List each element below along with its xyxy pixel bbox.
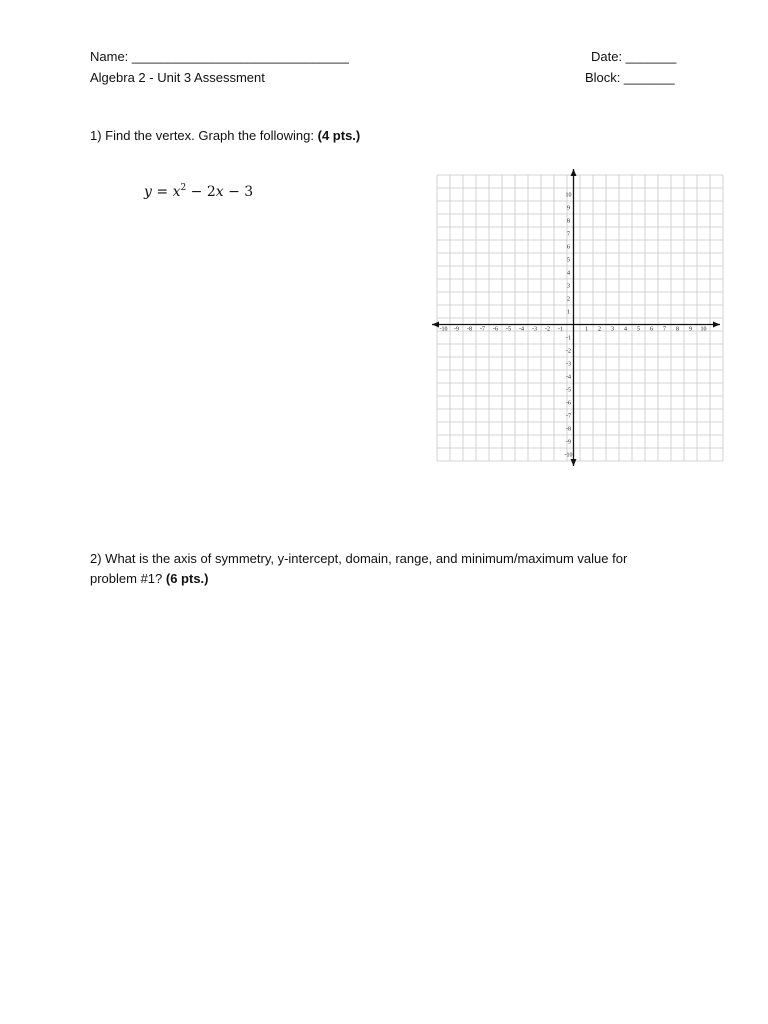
- x-tick-label: 9: [689, 326, 692, 333]
- x-axis-left-arrow: [432, 322, 439, 328]
- y-tick-label: -10: [564, 452, 573, 459]
- coordinate-grid[interactable]: [430, 168, 726, 472]
- question-1-points: (4 pts.): [317, 128, 361, 143]
- name-field-label: Name: ______________________________: [90, 49, 349, 64]
- x-tick-label: -7: [480, 326, 485, 333]
- y-tick-label: -5: [566, 387, 571, 394]
- y-tick-label: -3: [566, 361, 571, 368]
- question-2-text: problem #1?: [90, 571, 166, 586]
- eq-linear-term: − 2: [190, 184, 216, 200]
- x-tick-label: 10: [700, 326, 707, 333]
- y-tick-label: -4: [566, 374, 571, 381]
- y-tick-label: 1: [567, 309, 570, 316]
- y-tick-label: 5: [567, 257, 570, 264]
- x-axis-right-arrow: [713, 322, 720, 328]
- eq-x: x: [172, 184, 181, 200]
- y-tick-label: 10: [565, 192, 572, 199]
- question-2-line-2: [90, 571, 209, 586]
- x-tick-label: -9: [454, 326, 459, 333]
- y-tick-label: 2: [567, 296, 570, 303]
- eq-x-linear: x: [215, 184, 224, 200]
- block-field-label: Block: _______: [585, 70, 675, 85]
- quadratic-equation: [144, 183, 253, 200]
- question-1-text: 1) Find the vertex. Graph the following:: [90, 128, 318, 143]
- y-tick-label: -2: [566, 348, 571, 355]
- x-tick-label: 7: [663, 326, 666, 333]
- eq-equals: =: [156, 184, 169, 200]
- x-tick-label: -6: [493, 326, 498, 333]
- y-axis-bottom-arrow: [571, 459, 577, 466]
- y-tick-label: -7: [566, 413, 571, 420]
- x-tick-label: -4: [519, 326, 524, 333]
- x-tick-label: 6: [650, 326, 653, 333]
- y-tick-label: 8: [567, 218, 570, 225]
- eq-constant: − 3: [228, 184, 254, 200]
- y-tick-label: -8: [566, 426, 571, 433]
- y-tick-label: 7: [567, 231, 570, 238]
- x-tick-label: -1: [558, 326, 563, 333]
- y-tick-label: -9: [566, 439, 571, 446]
- y-tick-label: -6: [566, 400, 571, 407]
- x-tick-label: 1: [585, 326, 588, 333]
- x-tick-label: 5: [637, 326, 640, 333]
- question-1-prompt: [90, 128, 360, 143]
- x-tick-label: -8: [467, 326, 472, 333]
- question-2-line-1: 2) What is the axis of symmetry, y-intercept, domain, range, and minimum/maximum value for: [90, 551, 628, 566]
- eq-y: y: [144, 184, 152, 200]
- x-tick-label: -5: [506, 326, 511, 333]
- x-tick-label: 8: [676, 326, 679, 333]
- assessment-title: Algebra 2 - Unit 3 Assessment: [90, 70, 265, 85]
- y-tick-label: 6: [567, 244, 570, 251]
- x-tick-label: -10: [439, 326, 448, 333]
- date-field-label: Date: _______: [591, 49, 677, 64]
- y-tick-label: 9: [567, 205, 570, 212]
- question-2-points: (6 pts.): [165, 571, 209, 586]
- y-axis-top-arrow: [571, 169, 577, 176]
- x-tick-label: 3: [611, 326, 614, 333]
- y-tick-label: 3: [567, 283, 570, 290]
- eq-exponent: 2: [180, 183, 187, 193]
- x-tick-label: 2: [598, 326, 601, 333]
- y-tick-label: 4: [567, 270, 570, 277]
- x-tick-label: -2: [545, 326, 550, 333]
- x-tick-label: 4: [624, 326, 627, 333]
- y-tick-label: -1: [566, 335, 571, 342]
- x-tick-label: -3: [532, 326, 537, 333]
